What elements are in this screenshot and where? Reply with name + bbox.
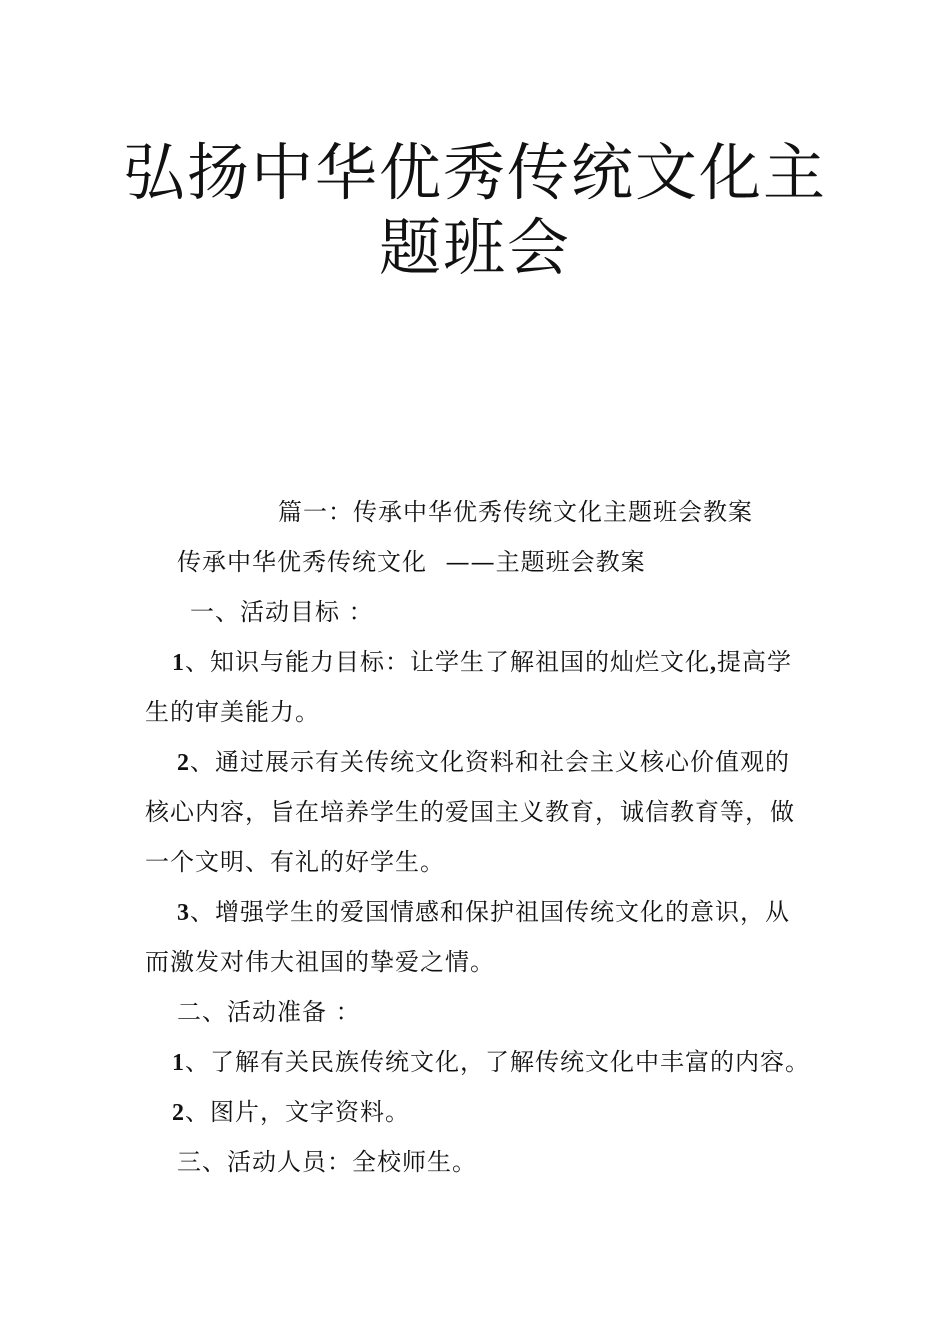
subtitle-dash: ——: [445, 548, 496, 576]
prep-item-2-number: 2: [172, 1100, 185, 1126]
lesson-subtitle: [177, 547, 646, 577]
goal-item-2-line-1: [177, 747, 790, 778]
goal-item-1-text-a: 、知识与能力目标：让学生了解祖国的灿烂文化: [185, 648, 710, 676]
goal-item-3-line-2: 而激发对伟大祖国的挚爱之情。: [145, 948, 495, 976]
goal-item-3-line-1: [177, 897, 790, 928]
prep-item-2-text: 、图片，文字资料。: [185, 1098, 410, 1126]
prep-item-1-number: 1: [172, 1050, 185, 1076]
goal-item-2-line-3: 一个文明、有礼的好学生。: [145, 848, 445, 876]
goal-item-1-text-b: 提高学: [717, 648, 792, 676]
goal-item-2-number: 2: [177, 750, 190, 776]
document-title-line-1: 弘扬中华优秀传统文化主: [122, 136, 827, 209]
goal-item-2-line-2: 核心内容，旨在培养学生的爱国主义教育，诚信教育等，做: [145, 798, 795, 826]
goal-item-1-number: 1: [172, 650, 185, 676]
subtitle-suffix: 主题班会教案: [495, 548, 646, 576]
prep-item-1: [172, 1047, 810, 1078]
section-heading-goals: 一、活动目标 ：: [190, 598, 374, 626]
document-title-line-2: 题班会: [378, 211, 571, 284]
chapter-heading: 篇一：传承中华优秀传统文化主题班会教案: [278, 498, 753, 526]
section-heading-participants: 三、活动人员：全校师生。: [177, 1148, 477, 1176]
goal-item-2-text: 、通过展示有关传统文化资料和社会主义核心价值观的: [190, 748, 790, 776]
goal-item-1-line-1: [172, 647, 792, 678]
section-heading-preparation: 二、活动准备 ：: [177, 998, 361, 1026]
goal-item-1-line-2: 生的审美能力。: [145, 698, 320, 726]
prep-item-1-text: 、了解有关民族传统文化，了解传统文化中丰富的内容。: [185, 1048, 810, 1076]
prep-item-2: [172, 1097, 410, 1128]
subtitle-text: 传承中华优秀传统文化: [177, 548, 427, 576]
goal-item-3-text: 、增强学生的爱国情感和保护祖国传统文化的意识，从: [190, 898, 790, 926]
goal-item-3-number: 3: [177, 900, 190, 926]
goal-item-1-comma: ,: [710, 650, 717, 676]
